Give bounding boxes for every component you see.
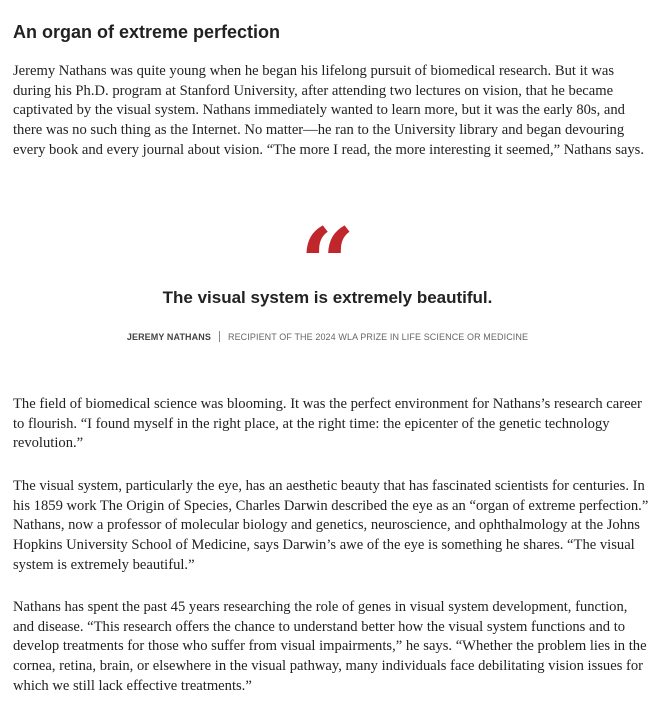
quotation-mark-icon: “ — [299, 214, 356, 278]
article-paragraph: The visual system, particularly the eye, has an aesthetic beauty that has fascinated scientists for centuries. In his 1859 work The Origin of Species, Charles Darwin described the eye as an “organ of extreme perfection.” Nathans, now a professor of molecular biology and genetics, neuroscience, and ophthalmology at the Johns Hopkins University School of Medicine, says Darwin’s awe of the eye is something he shares. “The visual system is extremely beautiful.” — [13, 478, 649, 573]
article-paragraph: Nathans has spent the past 45 years researching the role of genes in visual system development, function, and disease. “This research offers the chance to understand better how the visual system functions and to develop treatments for those who suffer from visual impairments,” he says. “Whether the problem lies in the cornea, retina, brain, or elsewhere in the visual pathway, many individuals face debilitating vision issues for which we still lack effective treatments.” — [13, 599, 647, 694]
pull-quote-text: The visual system is extremely beautiful. — [162, 288, 493, 307]
attribution-divider — [219, 331, 220, 342]
pull-quote — [0, 200, 655, 360]
pull-quote-attribution — [0, 331, 655, 343]
section-heading: An organ of extreme perfection — [13, 22, 281, 42]
article-paragraph: The field of biomedical science was blooming. It was the perfect environment for Nathans’s research career to flourish. “I found myself in the right place, at the right time: the epicenter of the genetic technology revolution.” — [13, 396, 642, 452]
attribution-role: RECIPIENT OF THE 2024 WLA PRIZE IN LIFE SCIENCE OR MEDICINE — [227, 332, 529, 342]
attribution-name: JEREMY NATHANS — [126, 332, 211, 342]
article-paragraph: Jeremy Nathans was quite young when he began his lifelong pursuit of biomedical research. But it was during his Ph.D. program at Stanford University, after attending two lectures on vision, that he became captivated by the visual system. Nathans immediately wanted to learn more, but it was the early 80s, and there was no such thing as the Internet. No matter—he ran to the University library and began devouring every book and every journal about vision. “The more I read, the more interesting it seemed,” Nathans says. — [13, 63, 644, 158]
